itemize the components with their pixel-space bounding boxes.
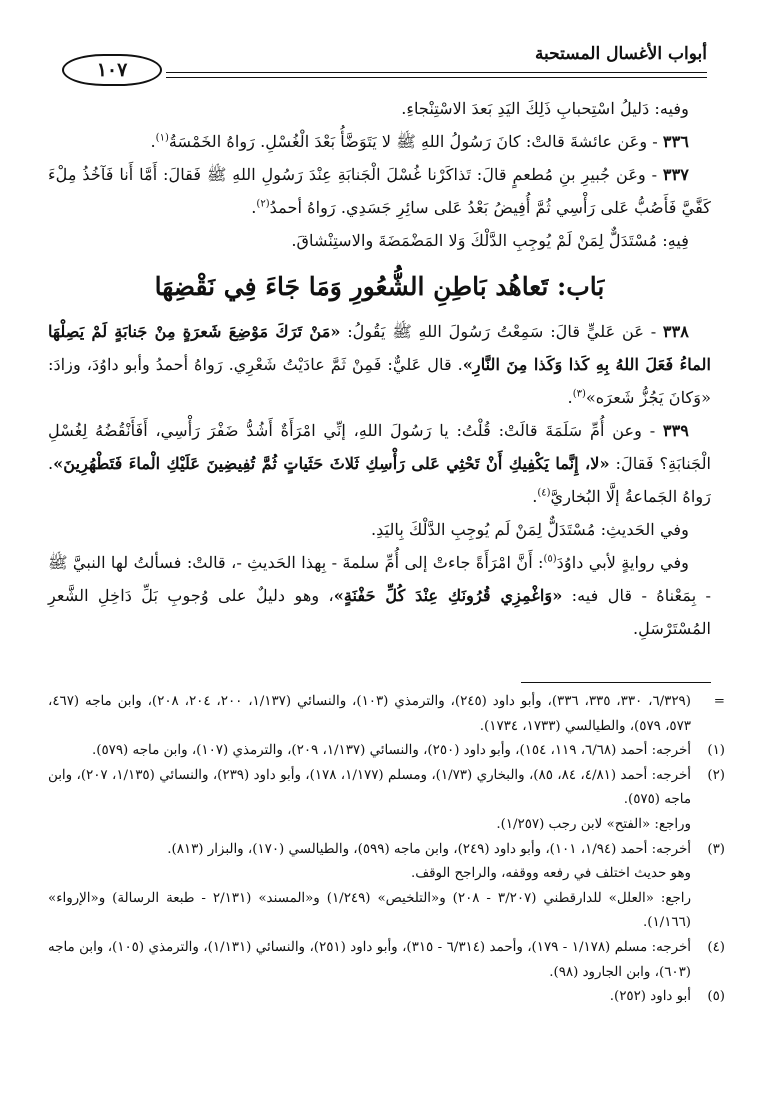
footnote-text: أخرجه: مسلم (١/١٧٨ - ١٧٩)، وأحمد (٦/٣١٤ - ٣١٥)، وأبو داود (٢٥١)، والنسائي (١/١٣١)، والترمذي (١٠٥)، وابن ماجه (٦٠٣)، وابن الجارود (٩٨).	[48, 939, 691, 980]
footnote-text: أخرجه: أحمد (١/٩٤، ١٠١)، وأبو داود (٢٤٩)، وابن ماجه (٥٩٩)، والطيالسي (١٧٠)، والبزار (٨١٣).	[167, 841, 691, 857]
hadith-text: . رَواهُ الجَماعةُ إلَّا البُخاريَّ	[48, 454, 711, 506]
footnote-label: (٥)	[707, 989, 725, 1005]
running-title: أبواب الأغسال المستحبة	[534, 44, 707, 64]
page-number-badge	[62, 54, 162, 86]
header-rule-top	[166, 72, 707, 73]
footnote-2	[48, 764, 725, 813]
footnote-ref: (١)	[155, 132, 169, 144]
header-rule-bottom	[166, 77, 707, 78]
footnote-2-extra: وراجع: «الفتح» لابن رجب (١/٢٥٧).	[496, 816, 691, 832]
footnote-label: (٣)	[707, 841, 725, 857]
footnote-text: (٦/٣٢٩، ٣٣٠، ٣٣٥، ٣٣٦)، وأبو داود (٢٤٥)، والترمذي (١٠٣)، والنسائي (١/١٣٧، ٢٠٠، ٢٠٤، ٢٠٨)، وابن ماجه (٤٦٧، ٥٧٣، ٥٧٩)، والطيالسي (١٧٣٣، ١٧٣٤).	[48, 694, 691, 734]
footnote-3-extra: وهو حديث اختلف في رفعه ووقفه، والراجح الوقف.	[411, 866, 691, 882]
footnote-4	[48, 936, 725, 985]
footnote-text: أبو داود (٢٥٢).	[609, 989, 691, 1005]
main-text	[48, 92, 711, 645]
footnote-text: أخرجه: أحمد (٦/٦٨، ١١٩، ١٥٤)، وأبو داود (٢٥٠)، والنسائي (١/١٣٧، ٢٠٩)، والترمذي (١٠٧)، وابن ماجه (٥٧٩).	[91, 743, 691, 759]
chapter-title: بَاب: تَعاهُد بَاطِنِ الشُّعُورِ وَمَا جَاءَ فِي نَقْضِهَا	[154, 272, 605, 301]
footnote-5	[48, 985, 725, 1010]
hadith-338	[48, 315, 711, 414]
footnote-ref: (٣)	[572, 388, 586, 400]
footnote-ref: (٥)	[543, 553, 557, 565]
hadith-text: - وعَن جُبيرِ بنِ مُطعمٍ قالَ: تَذاكَرْنا غُسْلَ الْجَنابَةِ عِنْدَ رَسُولِ اللهِ ﷺ فَقالَ: أَمَّا أَنا فَآخُذُ مِلْءَ كَفَّيَّ فَأَصُبُّ عَلى رَأْسِي ثُمَّ أُفِيضُ بَعْدُ عَلى سائِرِ جَسَدِي. رَواهُ أحمدُ	[48, 165, 711, 217]
prophetic-quote: «مَنْ تَرَكَ مَوْضِعَ شَعرَةٍ مِنْ جَنابَةٍ لَمْ يَصِلْهَا الماءُ فَعَلَ اللهُ بِهِ كَذا وَكَذا مِنَ النَّارِ»	[48, 322, 711, 374]
paragraph-istihbab: وفيه: دَليلُ اسْتِحبابِ ذَلِكَ اليَدِ بَعدَ الاسْتِنْجاءِ.	[401, 99, 689, 118]
hadith-339	[48, 414, 711, 513]
footnote-ref: (٤)	[537, 487, 551, 499]
footnote-3	[48, 838, 725, 863]
footnote-label: (٢)	[707, 767, 725, 783]
hadith-number: ٣٣٩	[662, 421, 689, 440]
hadith-336	[48, 125, 711, 158]
paragraph-hadith-note: وفي الحَديثِ: مُسْتَدَلٌّ لِمَنْ لَم يُوجِبِ الدَّلْكَ بِاليَدِ.	[370, 520, 689, 539]
page-header	[62, 44, 707, 86]
footnote-separator	[521, 682, 711, 683]
hadith-end: .	[251, 198, 257, 217]
paragraph-dalk-note: فِيهِ: مُسْتَدَلٌّ لِمَنْ لَمْ يُوجِبِ الدَّلْكَ وَلا المَضْمَضَةَ والاستِنْشاقَ.	[291, 231, 689, 250]
hadith-text: . قال عَليٌّ: فَمِنْ ثَمَّ عادَيْتُ شَعْرِي. رَواهُ أحمدُ وأبو داوُدَ، وزادَ: «وَكانَ يَجُزُّ شَعرَه»	[48, 355, 711, 407]
prophetic-quote: «وَاغْمِزِي قُرُونَكِ عِنْدَ كُلِّ حَفْنَةٍ»	[333, 586, 563, 605]
footnote-1	[48, 739, 725, 764]
footnote-label: =	[713, 694, 725, 709]
footnote-label: (١)	[707, 743, 725, 759]
footnotes	[48, 690, 725, 1010]
footnote-text: أخرجه: أحمد (٤/٨١، ٨٤، ٨٥)، والبخاري (١/٧٣)، ومسلم (١/١٧٧، ١٧٨)، وأبو داود (٢٣٩)، والنسائي (١/١٣٥، ٢٠٧)، وابن ماجه (٥٧٥).	[48, 767, 691, 808]
footnote-3-references: راجع: «العلل» للدارقطني (٣/٢٠٧ - ٢٠٨) و«التلخيص» (١/٢٤٩) و«المسند» (٢/١٣١ - طبعة الرسالة) و«الإرواء» (١/١٦٦).	[48, 890, 691, 931]
hadith-end: .	[567, 388, 573, 407]
page-number: ١٠٧	[96, 59, 128, 81]
hadith-337	[48, 158, 711, 224]
hadith-text: - وعَن عائشةَ قالتْ: كانَ رَسُولُ اللهِ ﷺ لا يَتَوَضَّأُ بَعْدَ الْغُسْلِ. رَواهُ الخَمْسَةُ	[168, 132, 663, 151]
prophetic-quote: «لا، إِنَّما يَكْفِيكِ أَنْ تَحْثِي عَلى رَأْسِكِ ثَلاثَ حَثَياتٍ ثُمَّ تُفِيضِينَ عَلَيْكِ الْماءَ فَتَطْهُرِينَ»	[53, 454, 610, 473]
footnote-ref: (٢)	[256, 198, 270, 210]
hadith-intro: - وعن أُمِّ سَلَمَةَ قالَتْ: قُلْتُ: يا رَسُولَ اللهِ، إنِّي امْرَأَةٌ أَشُدُّ ضَفْرَ رَأْسِي، أَفَأَنْقُضُهُ لِغُسْلِ الْجَنابَةِ؟ فَقالَ:	[48, 421, 711, 473]
hadith-number: ٣٣٦	[662, 132, 689, 151]
hadith-number: ٣٣٨	[662, 322, 689, 341]
hadith-end: .	[150, 132, 156, 151]
hadith-intro: - عَن عَليٍّ قالَ: سَمِعْتُ رَسُولَ اللهِ ﷺ يَقُولُ:	[340, 322, 663, 341]
footnote-continuation	[48, 690, 725, 739]
abudawud-mid: : أَنَّ امْرَأَةً جاءتْ إلى أُمِّ سلمةَ - بِهذا الحَديثِ -، قالتْ: فسألتُ لها النبيَّ ﷺ - بِمَعْناهُ - قال فيه:	[48, 553, 712, 605]
abudawud-intro: وفي روايةٍ لأبي داوُدَ	[556, 553, 689, 572]
footnote-label: (٤)	[707, 939, 725, 955]
abudawud-end: ، وهو دليلٌ على وُجوبِ بَلِّ دَاخِلِ الشَّعرِ المُسْتَرْسَلِ.	[48, 586, 711, 638]
hadith-number: ٣٣٧	[662, 165, 689, 184]
paragraph-abu-dawud	[48, 546, 711, 645]
hadith-end: .	[532, 487, 538, 506]
